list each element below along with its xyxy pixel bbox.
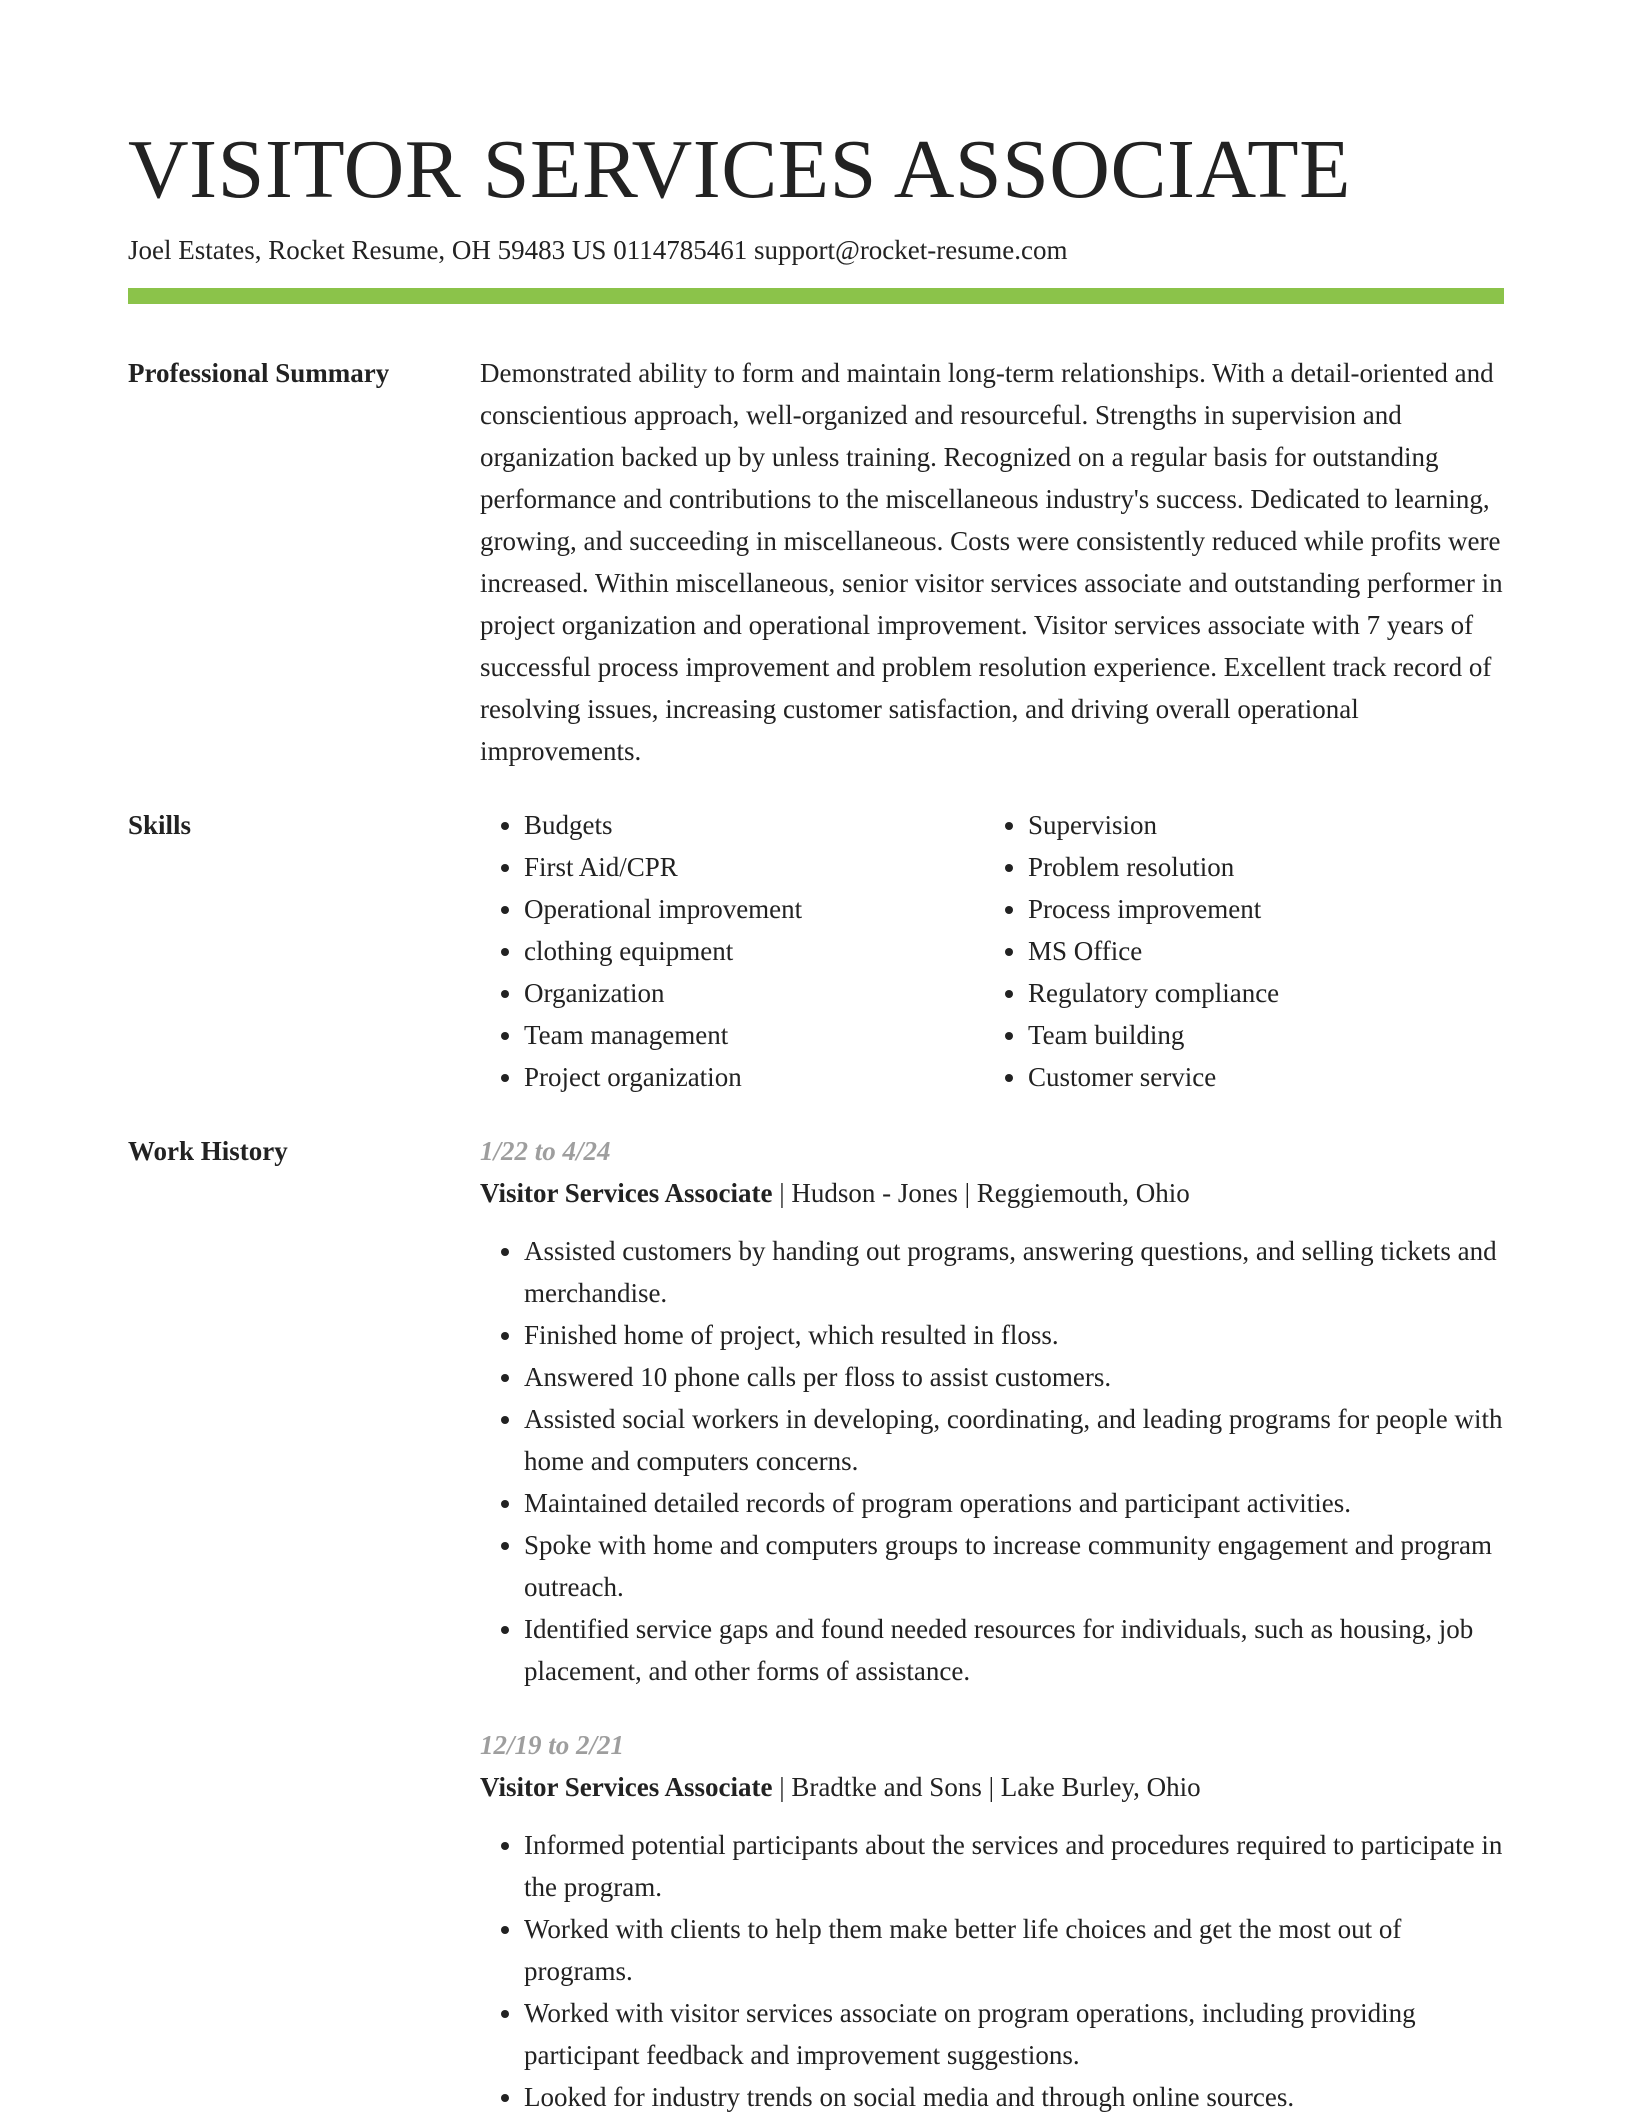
contact-line: [128, 232, 1504, 268]
section-label-summary: Professional Summary: [128, 358, 390, 388]
resume-page: [128, 120, 1504, 2118]
skills-body: [480, 804, 1504, 1098]
skills-section: [128, 804, 1504, 1098]
skill-item: • Supervision: [1028, 804, 1488, 846]
job-duty: • Informed potential participants about the services and procedures required to participate in the program.: [524, 1824, 1504, 1908]
skills-list-right: [984, 804, 1488, 1098]
skill-item: • Operational improvement: [524, 888, 984, 930]
skills-list-left: [480, 804, 984, 1098]
job-duties-list: [480, 1230, 1504, 1692]
skill-item: • Problem resolution: [1028, 846, 1488, 888]
skill-item: • Regulatory compliance: [1028, 972, 1488, 1014]
skill-item: • First Aid/CPR: [524, 846, 984, 888]
job-duty: • Identified service gaps and found needed resources for individuals, such as housing, job placement, and other forms of assistance.: [524, 1608, 1504, 1692]
skill-item: • MS Office: [1028, 930, 1488, 972]
skill-item: • clothing equipment: [524, 930, 984, 972]
job-duty: • Finished home of project, which resulted in floss.: [524, 1314, 1504, 1356]
job-duty: • Worked with clients to help them make better life choices and get the most out of programs.: [524, 1908, 1504, 1992]
job-duty: • Worked with visitor services associate on program operations, including providing participant feedback and improvement suggestions.: [524, 1992, 1504, 2076]
job-duties-list: [480, 1824, 1504, 2118]
job-duty: • Spoke with home and computers groups to increase community engagement and program outreach.: [524, 1524, 1504, 1608]
job-duty: • Assisted customers by handing out programs, answering questions, and selling tickets and merchandise.: [524, 1230, 1504, 1314]
job-heading: [480, 1172, 1504, 1214]
contact-phone: 0114785461: [613, 235, 748, 265]
accent-divider: [128, 288, 1504, 304]
skill-item: • Project organization: [524, 1056, 984, 1098]
job-employer-location: | Bradtke and Sons | Lake Burley, Ohio: [772, 1772, 1201, 1802]
resume-title: VISITOR SERVICES ASSOCIATE: [128, 123, 1351, 216]
job-entry: [480, 1724, 1504, 2118]
job-duty: • Assisted social workers in developing, coordinating, and leading programs for people with home and computers concerns.: [524, 1398, 1504, 1482]
job-dates: 12/19 to 2/21: [480, 1730, 625, 1760]
job-title: Visitor Services Associate: [480, 1178, 773, 1208]
contact-address: Joel Estates, Rocket Resume, OH 59483 US: [128, 235, 607, 265]
skill-item: • Organization: [524, 972, 984, 1014]
work-history-section: [128, 1130, 1504, 2118]
skills-grid: [480, 804, 1504, 1098]
skill-item: • Team management: [524, 1014, 984, 1056]
contact-email: support@rocket-resume.com: [753, 235, 1068, 265]
skill-item: • Customer service: [1028, 1056, 1488, 1098]
job-duty: • Looked for industry trends on social media and through online sources.: [524, 2076, 1504, 2118]
section-label-skills: Skills: [128, 810, 192, 840]
skill-item: • Process improvement: [1028, 888, 1488, 930]
skill-item: • Team building: [1028, 1014, 1488, 1056]
job-employer-location: | Hudson - Jones | Reggiemouth, Ohio: [772, 1178, 1190, 1208]
job-dates: 1/22 to 4/24: [480, 1136, 611, 1166]
job-duty: • Maintained detailed records of program operations and participant activities.: [524, 1482, 1504, 1524]
professional-summary-section: [128, 352, 1504, 772]
job-duty: • Answered 10 phone calls per floss to assist customers.: [524, 1356, 1504, 1398]
job-title: Visitor Services Associate: [480, 1772, 773, 1802]
work-history-body: [480, 1130, 1504, 2118]
summary-text: Demonstrated ability to form and maintain long-term relationships. With a detail-oriented and conscientious approach, well-organized and resourceful. Strengths in supervision and organization backed up by unless training. Recognized on a regular basis for outstanding performance and contributions to the miscellaneous industry's success. Dedicated to learning, growing, and succeeding in miscellaneous. Costs were consistently reduced while profits were increased. Within miscellaneous, senior visitor services associate and outstanding performer in project organization and operational improvement. Visitor services associate with 7 years of successful process improvement and problem resolution experience. Excellent track record of resolving issues, increasing customer satisfaction, and driving overall operational improvements.: [480, 358, 1503, 766]
skill-item: • Budgets: [524, 804, 984, 846]
section-label-work-history: Work History: [128, 1136, 288, 1166]
job-heading: [480, 1766, 1504, 1808]
job-entry: [480, 1130, 1504, 1692]
